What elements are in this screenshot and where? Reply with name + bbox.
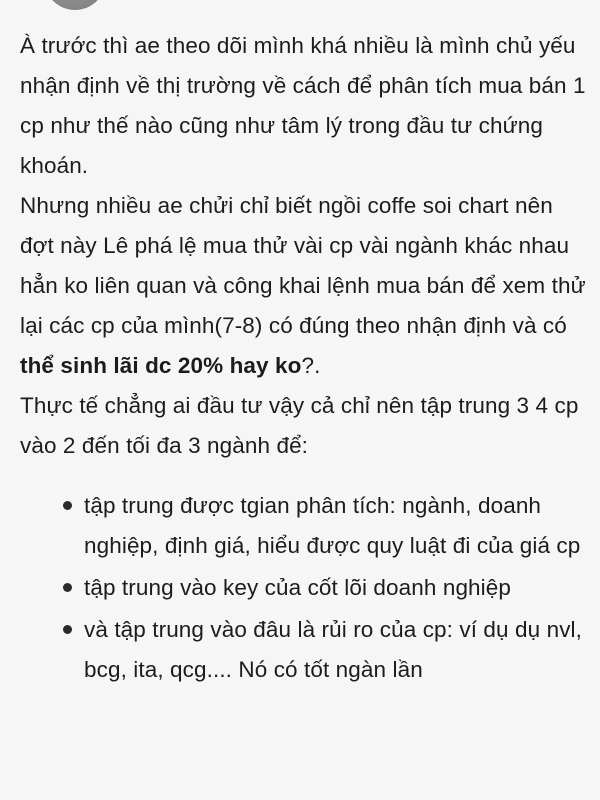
post-paragraph — [20, 186, 590, 386]
post-text: ?. — [301, 353, 321, 378]
bullet-item: tập trung vào key của cốt lõi doanh nghiệp — [20, 568, 590, 608]
avatar[interactable] — [44, 0, 106, 10]
post-body — [20, 26, 590, 690]
post-bold-text: thể sinh lãi dc 20% hay ko — [20, 353, 302, 378]
post-paragraph: Thực tế chẳng ai đầu tư vậy cả chỉ nên tập trung 3 4 cp vào 2 đến tối đa 3 ngành để: — [20, 393, 579, 458]
post-text: Nhưng nhiều ae chửi chỉ biết ngồi coffe soi chart nên đợt này Lê phá lệ mua thử vài cp vài ngành khác nhau hẳn ko liên quan và công khai lệnh mua bán để xem thử lại các cp của mình(7-8) có đúng theo nhận định và có — [20, 193, 586, 338]
bullet-item: và tập trung vào đâu là rủi ro của cp: ví dụ dụ nvl, bcg, ita, qcg.... Nó có tốt ngàn lần — [20, 610, 590, 690]
bullet-list — [20, 486, 590, 690]
bullet-item: tập trung được tgian phân tích: ngành, doanh nghiệp, định giá, hiểu được quy luật đi của giá cp — [20, 486, 590, 566]
post-paragraph: À trước thì ae theo dõi mình khá nhiều là mình chủ yếu nhận định về thị trường về cách để phân tích mua bán 1 cp như thế nào cũng như tâm lý trong đầu tư chứng khoán. — [20, 33, 586, 178]
